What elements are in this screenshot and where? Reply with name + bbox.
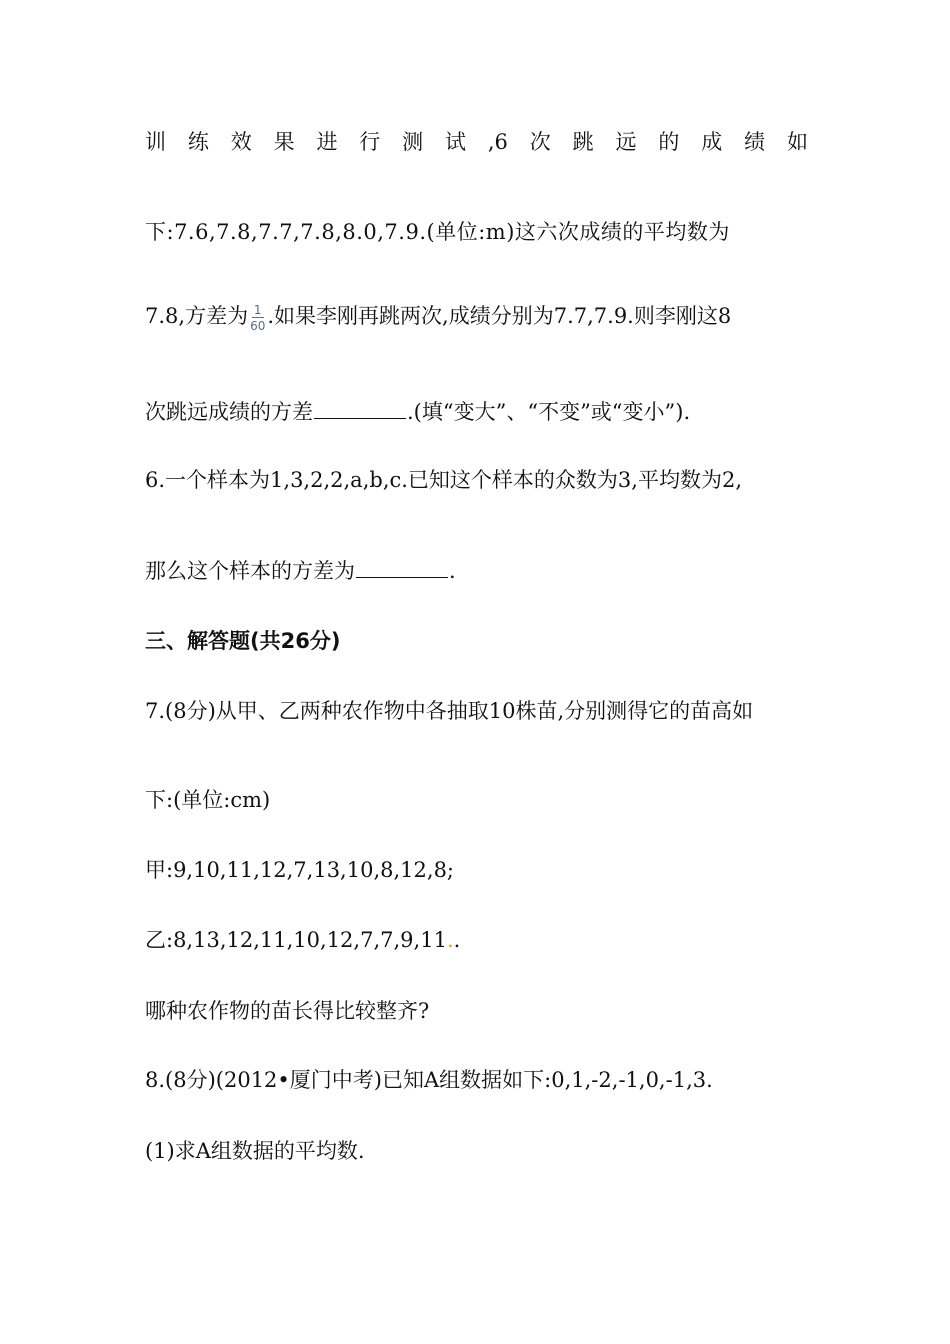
- q7-question: 哪种农作物的苗长得比较整齐?: [145, 999, 430, 1023]
- q7-data-yi-end: .: [453, 928, 461, 952]
- q7-line-2: 下:(单位:cm): [145, 788, 271, 812]
- section-heading: 三、解答题(共26分): [145, 629, 341, 653]
- q5-char: 远: [615, 130, 637, 154]
- q7-data-yi: [145, 926, 460, 954]
- q5-char: ,6: [487, 130, 508, 154]
- q5-char: 果: [273, 130, 295, 154]
- q5-line-2: 下:7.6,7.8,7.7,7.8,8.0,7.9.(单位:m)这六次成绩的平均数为: [145, 220, 730, 244]
- fraction-denominator: 60: [250, 318, 266, 333]
- q8-line-1: 8.(8分)(2012•厦门中考)已知A组数据如下:0,1,-2,-1,0,-1,3.: [145, 1068, 713, 1092]
- q7-data-yi-mark: .: [446, 928, 454, 952]
- answer-blank-q5[interactable]: [314, 400, 406, 419]
- q5-char: 测: [402, 130, 424, 154]
- q6-line-1: 6.一个样本为1,3,2,2,a,b,c.已知这个样本的众数为3,平均数为2,: [145, 468, 743, 492]
- q7-data-yi-text: 乙:8,13,12,11,10,12,7,7,9,11: [145, 928, 447, 952]
- answer-blank-q6[interactable]: [356, 559, 448, 578]
- q6-line-2-before: 那么这个样本的方差为: [145, 559, 355, 583]
- q5-char: 行: [359, 130, 381, 154]
- q5-char: 试: [445, 130, 467, 154]
- q5-char: 练: [187, 130, 209, 154]
- q6-line-2: [145, 557, 456, 585]
- q5-char: 进: [316, 130, 338, 154]
- q5-char: 成: [701, 130, 723, 154]
- q5-line-4: [145, 398, 690, 426]
- q6-line-2-after: .: [449, 559, 456, 583]
- q5-char: 绩: [744, 130, 766, 154]
- fraction: [250, 304, 265, 332]
- q5-line-3: [145, 302, 731, 332]
- q5-line-4-after: .(填“变大”、“不变”或“变小”).: [407, 400, 691, 424]
- q5-line-1: [145, 128, 808, 156]
- q5-char: 次: [529, 130, 551, 154]
- q8-sub-1: (1)求A组数据的平均数.: [145, 1139, 365, 1163]
- q5-char: 跳: [572, 130, 594, 154]
- q5-line-3-after: .如果李刚再跳两次,成绩分别为7.7,7.9.则李刚这8: [267, 304, 732, 328]
- q5-char: 效: [230, 130, 252, 154]
- q7-line-1: 7.(8分)从甲、乙两种农作物中各抽取10株苗,分别测得它的苗高如: [145, 699, 754, 723]
- q5-line-4-before: 次跳远成绩的方差: [145, 400, 313, 424]
- q7-data-jia: 甲:9,10,11,12,7,13,10,8,12,8;: [145, 858, 455, 882]
- q5-char: 如: [786, 130, 808, 154]
- q5-char: 的: [658, 130, 680, 154]
- q5-char: 训: [145, 130, 166, 154]
- q5-line-3-before: 7.8,方差为: [145, 304, 249, 328]
- fraction-numerator: 1: [253, 302, 262, 317]
